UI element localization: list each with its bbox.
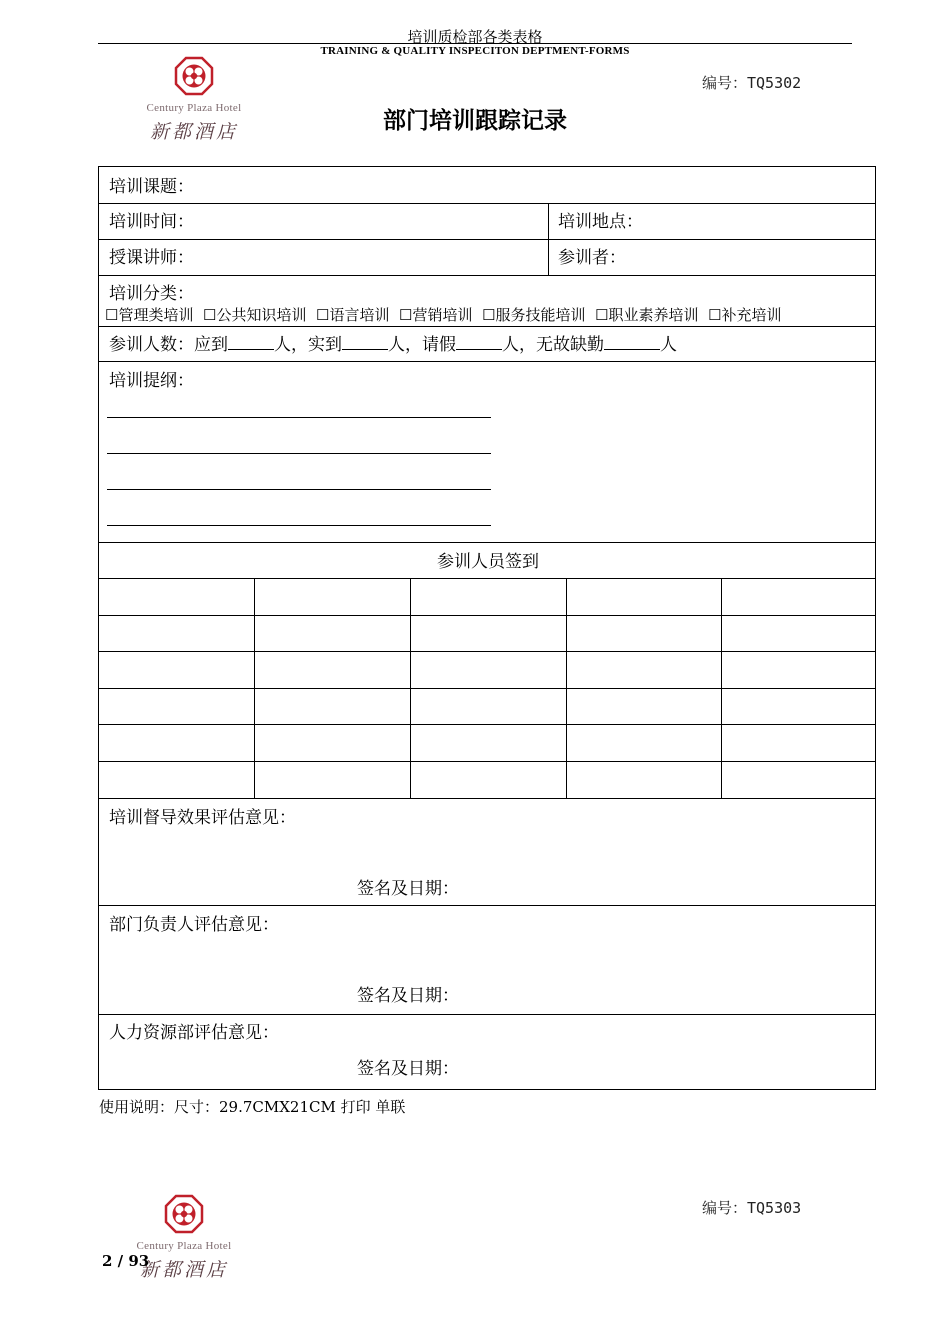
category-option[interactable]: ☐管理类培训 xyxy=(105,306,194,324)
next-form-code: 编号：TQ5303 xyxy=(702,1199,802,1217)
row-divider xyxy=(99,542,875,543)
category-option[interactable]: ☐补充培训 xyxy=(703,306,782,324)
row-divider xyxy=(99,761,875,762)
row-divider xyxy=(99,798,875,799)
column-divider xyxy=(548,203,549,275)
signature-date-label: 签名及日期： xyxy=(357,986,459,1006)
row-divider xyxy=(99,905,875,906)
training-category-label: 培训分类： xyxy=(109,284,194,304)
row-divider xyxy=(99,275,875,276)
training-place-label: 培训地点： xyxy=(558,212,643,232)
attendance-count-line: 参训人数：应到 人，实到 人，请假 人，无故缺勤 人 xyxy=(109,335,677,355)
row-divider xyxy=(99,651,875,652)
signin-column-divider xyxy=(721,578,722,798)
running-header-subtitle: TRAINING & QUALITY INSPECITON DEPTMENT-FORMS xyxy=(320,45,630,57)
form-code: 编号：TQ5302 xyxy=(702,74,802,92)
outline-line[interactable] xyxy=(107,525,491,526)
leave-count-field[interactable] xyxy=(456,333,502,350)
row-divider xyxy=(99,724,875,725)
supervision-evaluation-label: 培训督导效果评估意见： xyxy=(109,808,296,828)
signature-date-label: 签名及日期： xyxy=(357,1059,459,1079)
category-option[interactable]: ☐服务技能培训 xyxy=(477,306,586,324)
row-divider xyxy=(99,326,875,327)
logo-name-cn: 新都酒店 xyxy=(139,1259,228,1281)
dept-head-evaluation-label: 部门负责人评估意见： xyxy=(109,915,279,935)
row-divider xyxy=(99,578,875,579)
training-topic-label: 培训课题： xyxy=(109,177,194,197)
running-header-title: 培训质检部各类表格 xyxy=(407,28,543,46)
header-rule xyxy=(98,43,852,44)
outline-line[interactable] xyxy=(107,453,491,454)
hotel-emblem-icon xyxy=(164,1194,204,1234)
category-option[interactable]: ☐公共知识培训 xyxy=(198,306,307,324)
signin-column-divider xyxy=(410,578,411,798)
logo-name-cn: 新都酒店 xyxy=(149,121,238,143)
row-divider xyxy=(99,239,875,240)
form-title: 部门培训跟踪记录 xyxy=(383,108,567,134)
participants-label: 参训者： xyxy=(558,248,626,268)
outline-line[interactable] xyxy=(107,417,491,418)
category-option[interactable]: ☐语言培训 xyxy=(311,306,390,324)
lecturer-label: 授课讲师： xyxy=(109,248,194,268)
signin-section-header: 参训人员签到 xyxy=(437,552,539,572)
logo-name-en: Century Plaza Hotel xyxy=(146,102,242,114)
training-outline-label: 培训提纲： xyxy=(109,371,194,391)
training-time-label: 培训时间： xyxy=(109,212,194,232)
actual-count-field[interactable] xyxy=(342,333,388,350)
absent-count-field[interactable] xyxy=(604,333,660,350)
expected-count-field[interactable] xyxy=(228,333,274,350)
logo-name-en: Century Plaza Hotel xyxy=(136,1240,232,1252)
row-divider xyxy=(99,1014,875,1015)
hr-evaluation-label: 人力资源部评估意见： xyxy=(109,1023,279,1043)
page-number: 2 / 93 xyxy=(102,1252,150,1270)
row-divider xyxy=(99,615,875,616)
row-divider xyxy=(99,688,875,689)
signature-date-label: 签名及日期： xyxy=(357,879,459,899)
signin-column-divider xyxy=(254,578,255,798)
category-options xyxy=(105,304,782,325)
training-tracking-form xyxy=(98,166,876,1090)
hotel-emblem-icon xyxy=(174,56,214,96)
category-option[interactable]: ☐营销培训 xyxy=(394,306,473,324)
signin-column-divider xyxy=(566,578,567,798)
outline-line[interactable] xyxy=(107,489,491,490)
usage-note: 使用说明：尺寸：29.7CMX21CM 打印 单联 xyxy=(99,1098,406,1116)
row-divider xyxy=(99,203,875,204)
category-option[interactable]: ☐职业素养培训 xyxy=(590,306,699,324)
row-divider xyxy=(99,361,875,362)
